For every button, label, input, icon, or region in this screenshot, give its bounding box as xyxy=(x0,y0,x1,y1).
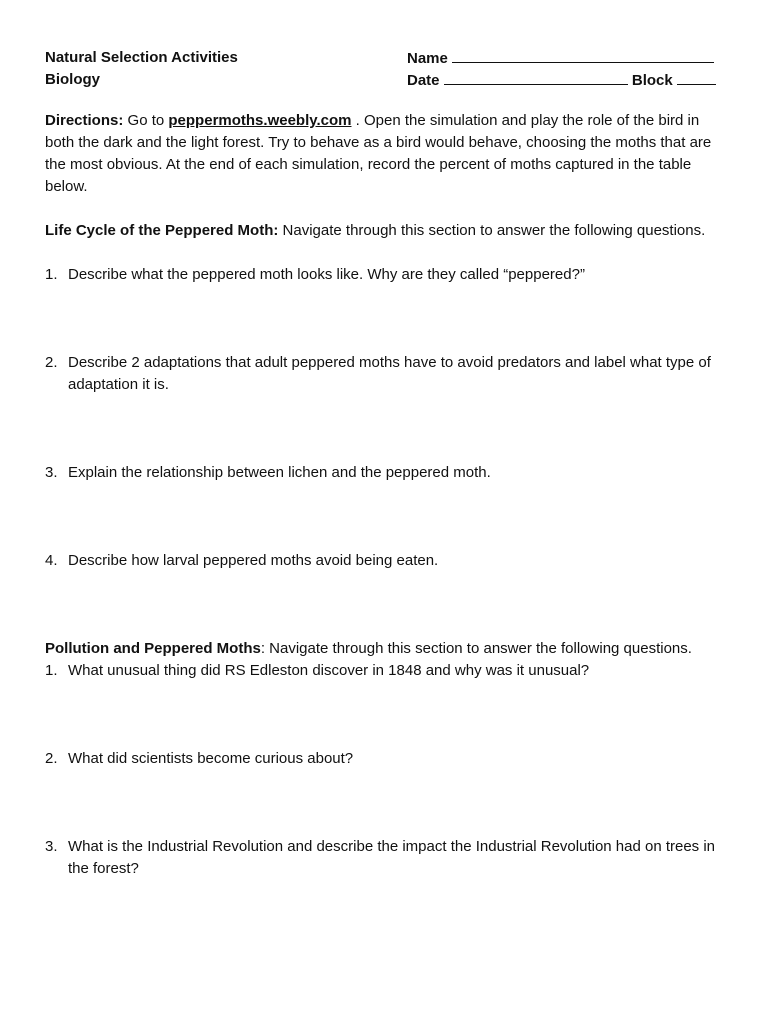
directions-text-before-link: Go to xyxy=(127,112,165,129)
question-number: 2. xyxy=(45,354,58,371)
directions-paragraph xyxy=(45,110,725,198)
date-block-row xyxy=(407,69,725,91)
subject-label: Biology xyxy=(45,71,100,88)
list-item xyxy=(45,550,725,572)
worksheet-page xyxy=(45,47,725,880)
list-item xyxy=(45,264,725,286)
block-blank[interactable] xyxy=(677,69,716,85)
pollution-intro xyxy=(45,638,725,660)
question-number: 2. xyxy=(45,750,58,767)
date-blank[interactable] xyxy=(444,69,628,85)
question-text: Explain the relationship between lichen and the peppered moth. xyxy=(68,464,491,481)
question-number: 4. xyxy=(45,552,58,569)
directions-label: Directions: xyxy=(45,112,124,129)
header-right xyxy=(407,47,725,91)
list-item xyxy=(45,660,725,682)
question-text: What did scientists become curious about? xyxy=(68,750,354,767)
header-left xyxy=(45,47,407,91)
list-item xyxy=(45,836,725,880)
life-cycle-questions xyxy=(45,264,725,572)
pollution-heading: Pollution and Peppered Moths xyxy=(45,640,261,657)
name-label: Name xyxy=(407,50,448,67)
question-number: 3. xyxy=(45,464,58,481)
pollution-questions xyxy=(45,660,725,880)
life-cycle-intro xyxy=(45,220,725,242)
list-item xyxy=(45,462,725,484)
list-item xyxy=(45,748,725,770)
question-text: Describe what the peppered moth looks like. Why are they called “peppered?” xyxy=(68,266,585,283)
question-text: What is the Industrial Revolution and describe the impact the Industrial Revolution had on trees in the forest? xyxy=(68,838,716,877)
list-item xyxy=(45,352,725,396)
question-text: Describe 2 adaptations that adult peppered moths have to avoid predators and label what type of adaptation it is. xyxy=(68,354,711,393)
question-number: 1. xyxy=(45,266,58,283)
course-title: Natural Selection Activities xyxy=(45,49,238,66)
block-label: Block xyxy=(631,72,673,89)
simulation-link[interactable]: peppermoths.weebly.com xyxy=(168,112,352,129)
life-cycle-heading: Life Cycle of the Peppered Moth: xyxy=(45,222,279,239)
directions-text-after-link: . Open the simulation and play the role of the bird in both the dark and the light forest. Try to behave as a bird would behave, choosing the moths that are the most obvious. At the end of each simulation, record the percent of moths captured in the table below. xyxy=(45,112,712,195)
name-blank[interactable] xyxy=(452,47,714,63)
pollution-intro-text: : Navigate through this section to answer the following questions. xyxy=(260,640,692,657)
name-row xyxy=(407,47,725,69)
question-text: What unusual thing did RS Edleston discover in 1848 and why was it unusual? xyxy=(68,662,590,679)
question-text: Describe how larval peppered moths avoid being eaten. xyxy=(68,552,439,569)
question-number: 1. xyxy=(45,662,58,679)
life-cycle-intro-text: Navigate through this section to answer the following questions. xyxy=(282,222,706,239)
date-label: Date xyxy=(407,72,440,89)
question-number: 3. xyxy=(45,838,58,855)
worksheet-header xyxy=(45,47,725,91)
